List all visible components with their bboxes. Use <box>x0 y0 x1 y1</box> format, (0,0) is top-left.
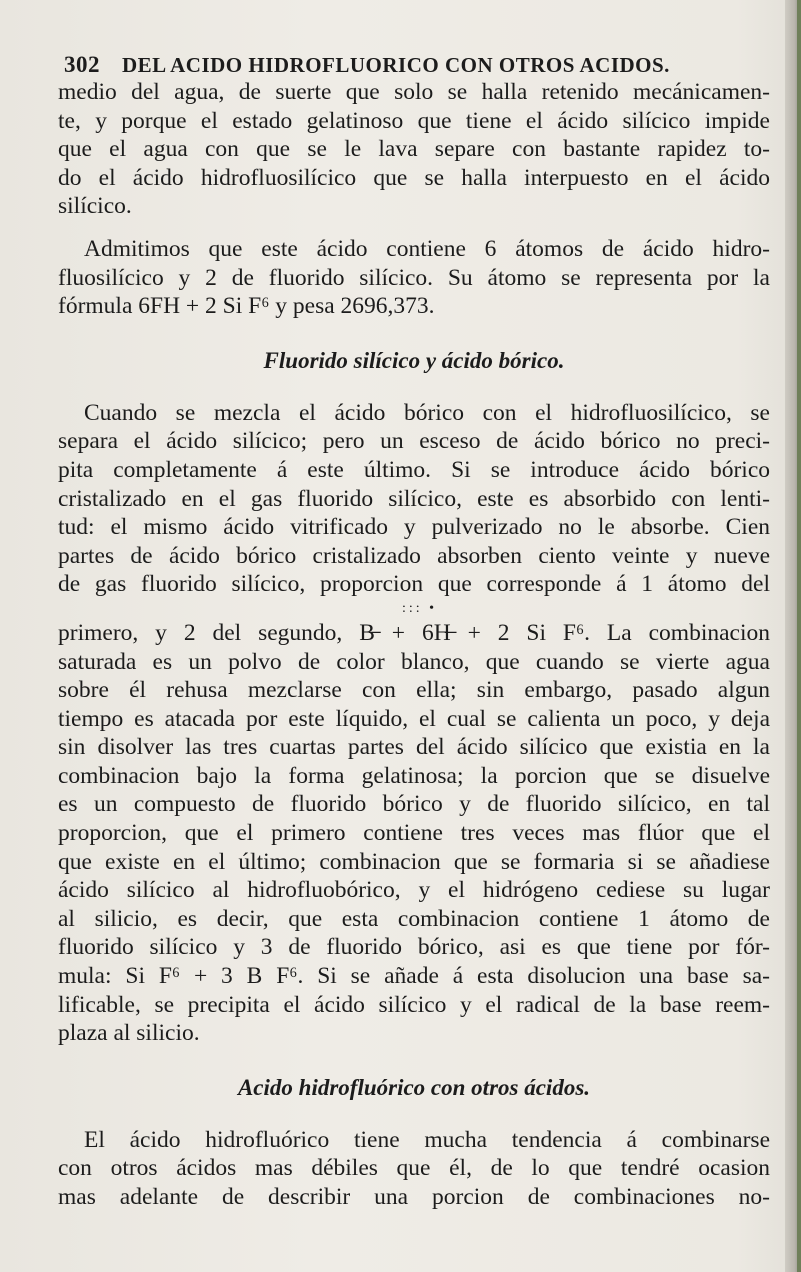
text-line: pita completamente á este último. Si se introduce ácido bórico <box>58 456 770 483</box>
text-line: medio del agua, de suerte que solo se halla retenido mecánicamen- <box>58 79 770 105</box>
text-line: mas adelante de describir una porcion de combinaciones no- <box>58 1184 770 1210</box>
text-line: sobre él rehusa mezclarse con ella; sin embargo, pasado algun <box>58 677 770 704</box>
text-line: te, y porque el estado gelatinoso que tiene el ácido silícico impide <box>58 107 770 134</box>
text-line: fluosilícico y 2 de fluorido silícico. Su átomo se representa por la <box>58 264 770 291</box>
text-line: saturada es un polvo de color blanco, que cuando se vierte agua <box>58 648 770 675</box>
text-line: mula: Si F⁶ + 3 B F⁶. Si se añade á esta disolucion una base sa- <box>58 963 770 990</box>
paragraph-1 <box>58 78 770 221</box>
text-line: con otros ácidos mas débiles que él, de lo que tendré ocasion <box>58 1155 770 1182</box>
text-line: al silicio, es decir, que esta combinacion contiene 1 átomo de <box>58 905 770 932</box>
text-line: El ácido hidrofluórico tiene mucha tendencia á combinarse <box>84 1126 770 1153</box>
paragraph-4 <box>58 1126 770 1212</box>
running-title: DEL ACIDO HIDROFLUORICO CON OTROS ACIDOS. <box>122 53 670 77</box>
paragraph-2 <box>58 235 770 321</box>
text-line: separa el ácido silícico; pero un esceso de ácido bórico no preci- <box>58 428 770 455</box>
text-line: silícico. <box>58 193 132 220</box>
text-line: que existe en el último; combinacion que se formaria si se añadiese <box>58 848 770 875</box>
section-heading-acido-hidrofluorico: Acido hidrofluórico con otros ácidos. <box>237 1074 591 1100</box>
text-line: fluorido silícico y 3 de fluorido bórico, asi es que tiene por fór- <box>58 934 770 961</box>
text-line: Admitimos que este ácido contiene 6 átomos de ácido hidro- <box>84 235 770 262</box>
text-line: plaza al silicio. <box>58 1020 200 1047</box>
text-line: que el agua con que se le lava separe con bastante rapidez to- <box>58 136 770 163</box>
text-line: sin disolver las tres cuartas partes del ácido silícico que existia en la <box>58 734 770 761</box>
text-line: partes de ácido bórico cristalizado absorben ciento veinte y nueve <box>58 542 770 569</box>
text-line: fórmula 6FH + 2 Si F⁶ y pesa 2696,373. <box>58 293 435 320</box>
text-line: do el ácido hidrofluosilícico que se halla interpuesto en el ácido <box>58 164 770 191</box>
text-line: primero, y 2 del segundo, B̶ + 6H̶ + 2 Si F⁶. La combinacion <box>58 619 770 646</box>
text-line: cristalizado en el gas fluorido silícico, este es absorbido con lenti- <box>58 485 770 512</box>
text-line: de gas fluorido silícico, proporcion que corresponde á 1 átomo del <box>58 571 770 598</box>
text-line: Cuando se mezcla el ácido bórico con el hidrofluosilícico, se <box>84 399 770 426</box>
text-line: lificable, se precipita el ácido silícico y el radical de la base reem- <box>58 991 770 1018</box>
page-number: 302 <box>64 52 100 77</box>
text-line: combinacion bajo la forma gelatinosa; la porcion que se disuelve <box>58 762 770 789</box>
text-line: proporcion, que el primero contiene tres veces mas flúor que el <box>58 820 770 847</box>
page-content <box>58 52 770 1212</box>
formula-dots: ::: • <box>402 600 438 616</box>
section-heading-fluorido-silicico: Fluorido silícico y ácido bórico. <box>263 347 565 373</box>
paragraph-3 <box>58 399 770 1048</box>
running-head <box>64 52 770 78</box>
page-edge-strip <box>797 0 801 1272</box>
text-line: ácido silícico al hidrofluobórico, y el hidrógeno cediese su lugar <box>58 877 770 904</box>
text-line: tud: el mismo ácido vitrificado y pulverizado no le absorbe. Cien <box>58 514 770 541</box>
text-line: tiempo es atacada por este líquido, el cual se calienta un poco, y deja <box>58 705 770 732</box>
text-line: es un compuesto de fluorido bórico y de fluorido silícico, en tal <box>58 791 770 818</box>
